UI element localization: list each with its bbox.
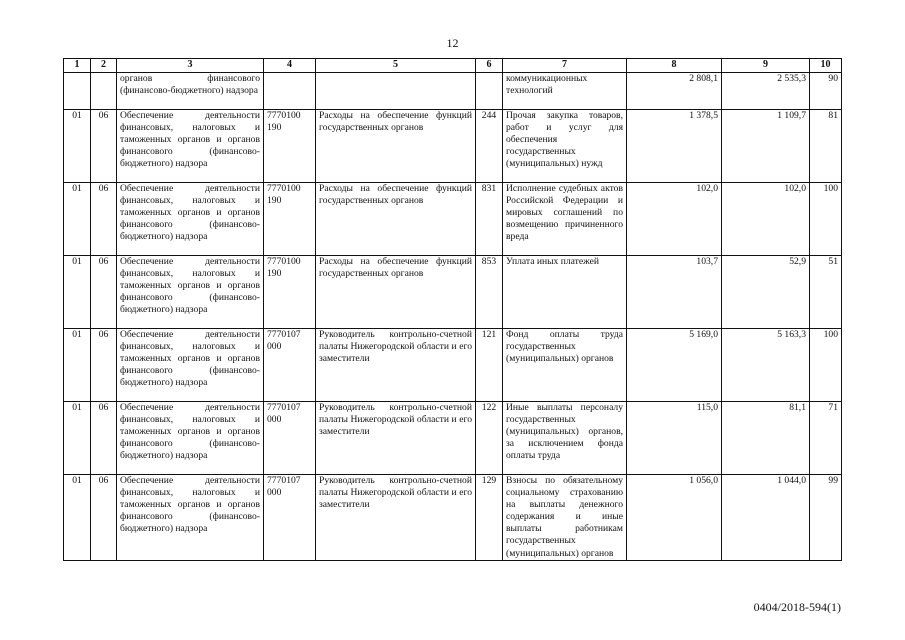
table-row [64, 110, 842, 183]
vr-name-cell: Фонд оплаты труда государственных (муниципальных) органов [503, 329, 627, 402]
header-col-4: 4 [264, 59, 316, 73]
vr-cell: 129 [476, 475, 503, 561]
section-name-cell: Обеспечение деятельности финансовых, налоговых и таможенных органов и органов финансового (финансово-бюджетного) надзора [117, 256, 264, 329]
table-row [64, 329, 842, 402]
section-name-cell: Обеспечение деятельности финансовых, налоговых и таможенных органов и органов финансового (финансово-бюджетного) надзора [117, 402, 264, 475]
pr-cell: 06 [91, 475, 117, 561]
header-col-3: 3 [117, 59, 264, 73]
planned-cell: 1 056,0 [627, 475, 722, 561]
planned-cell: 1 378,5 [627, 110, 722, 183]
executed-cell: 1 044,0 [722, 475, 810, 561]
header-col-6: 6 [476, 59, 503, 73]
table-row [64, 402, 842, 475]
percent-cell: 99 [810, 475, 842, 561]
csr-name-cell: Руководитель контрольно-счетной палаты Нижегородской области и его заместители [316, 329, 476, 402]
percent-cell: 100 [810, 329, 842, 402]
executed-cell: 81,1 [722, 402, 810, 475]
executed-cell: 52,9 [722, 256, 810, 329]
csr-cell: 7770100 190 [264, 183, 316, 256]
table-row [64, 475, 842, 561]
vr-cell: 122 [476, 402, 503, 475]
vr-name-cell: Прочая закупка товаров, работ и услуг для обеспечения государственных (муниципальных) нужд [503, 110, 627, 183]
csr-name-cell: Руководитель контрольно-счетной палаты Нижегородской области и его заместители [316, 475, 476, 561]
executed-cell: 1 109,7 [722, 110, 810, 183]
percent-cell: 71 [810, 402, 842, 475]
percent-cell: 81 [810, 110, 842, 183]
rz-cell: 01 [64, 475, 91, 561]
planned-cell: 115,0 [627, 402, 722, 475]
rz-cell: 01 [64, 110, 91, 183]
rz-cell: 01 [64, 402, 91, 475]
vr-name-cell: Взносы по обязательному социальному страхованию на выплаты денежного содержания и иные выплаты работникам государственных (муниципальных) органов [503, 475, 627, 561]
header-row [64, 59, 842, 73]
planned-cell: 2 808,1 [627, 73, 722, 110]
table-header [64, 59, 842, 73]
header-col-9: 9 [722, 59, 810, 73]
planned-cell: 5 169,0 [627, 329, 722, 402]
section-name-cell: Обеспечение деятельности финансовых, налоговых и таможенных органов и органов финансового (финансово-бюджетного) надзора [117, 183, 264, 256]
csr-cell: 7770100 190 [264, 110, 316, 183]
vr-cell: 244 [476, 110, 503, 183]
header-col-2: 2 [91, 59, 117, 73]
pr-cell: 06 [91, 402, 117, 475]
section-name-cell: Обеспечение деятельности финансовых, налоговых и таможенных органов и органов финансового (финансово-бюджетного) надзора [117, 329, 264, 402]
budget-execution-table [63, 58, 842, 561]
pr-cell: 06 [91, 183, 117, 256]
csr-cell: 7770107 000 [264, 402, 316, 475]
section-name-cell: органов финансового (финансово-бюджетного) надзора [117, 73, 264, 110]
csr-cell: 7770107 000 [264, 475, 316, 561]
percent-cell: 100 [810, 183, 842, 256]
csr-name-cell: Руководитель контрольно-счетной палаты Нижегородской области и его заместители [316, 402, 476, 475]
csr-cell: 7770100 190 [264, 256, 316, 329]
pr-cell: 06 [91, 110, 117, 183]
csr-cell: 7770107 000 [264, 329, 316, 402]
csr-cell [264, 73, 316, 110]
executed-cell: 5 163,3 [722, 329, 810, 402]
csr-name-cell: Расходы на обеспечение функций государственных органов [316, 183, 476, 256]
vr-name-cell: Иные выплаты персоналу государственных (муниципальных) органов, за исключением фонда оплаты труда [503, 402, 627, 475]
rz-cell: 01 [64, 329, 91, 402]
pr-cell: 06 [91, 256, 117, 329]
header-col-7: 7 [503, 59, 627, 73]
table-row [64, 256, 842, 329]
rz-cell: 01 [64, 183, 91, 256]
percent-cell: 51 [810, 256, 842, 329]
vr-cell: 853 [476, 256, 503, 329]
table-row [64, 183, 842, 256]
vr-cell: 831 [476, 183, 503, 256]
executed-cell: 102,0 [722, 183, 810, 256]
section-name-cell: Обеспечение деятельности финансовых, налоговых и таможенных органов и органов финансового (финансово-бюджетного) надзора [117, 475, 264, 561]
planned-cell: 103,7 [627, 256, 722, 329]
document-code: 0404/2018-594(1) [753, 600, 841, 614]
vr-name-cell: Уплата иных платежей [503, 256, 627, 329]
section-name-cell: Обеспечение деятельности финансовых, налоговых и таможенных органов и органов финансового (финансово-бюджетного) надзора [117, 110, 264, 183]
rz-cell: 01 [64, 256, 91, 329]
rz-cell [64, 73, 91, 110]
vr-cell [476, 73, 503, 110]
header-col-8: 8 [627, 59, 722, 73]
pr-cell [91, 73, 117, 110]
page-number: 12 [446, 36, 459, 50]
csr-name-cell [316, 73, 476, 110]
planned-cell: 102,0 [627, 183, 722, 256]
csr-name-cell: Расходы на обеспечение функций государственных органов [316, 110, 476, 183]
header-col-10: 10 [810, 59, 842, 73]
table-row-continuation [64, 73, 842, 110]
header-col-5: 5 [316, 59, 476, 73]
executed-cell: 2 535,3 [722, 73, 810, 110]
vr-name-cell: коммуникационных технологий [503, 73, 627, 110]
pr-cell: 06 [91, 329, 117, 402]
header-col-1: 1 [64, 59, 91, 73]
vr-name-cell: Исполнение судебных актов Российской Федерации и мировых соглашений по возмещению причиненного вреда [503, 183, 627, 256]
csr-name-cell: Расходы на обеспечение функций государственных органов [316, 256, 476, 329]
vr-cell: 121 [476, 329, 503, 402]
percent-cell: 90 [810, 73, 842, 110]
